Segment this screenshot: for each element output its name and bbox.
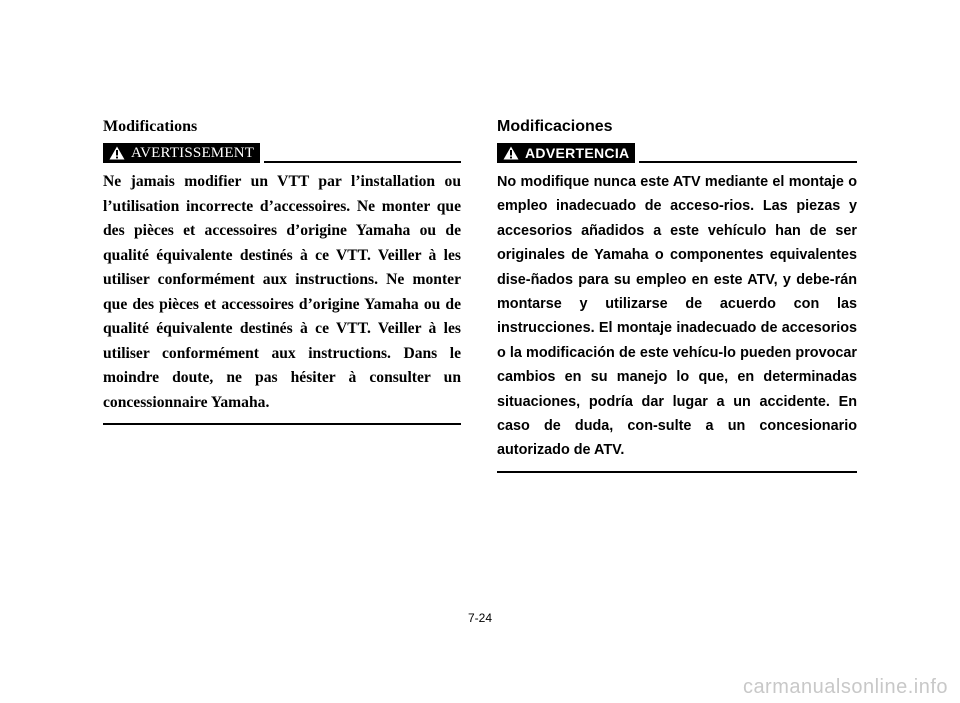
warning-triangle-icon xyxy=(109,146,125,160)
spanish-column xyxy=(497,118,857,473)
watermark: carmanualsonline.info xyxy=(742,676,948,698)
french-column xyxy=(103,118,461,425)
warning-rule-es xyxy=(639,161,857,163)
warning-label-text-fr: AVERTISSEMENT xyxy=(131,144,255,161)
section-title-es: Modificaciones xyxy=(497,118,613,135)
warning-body-fr: Ne jamais modifier un VTT par l’installation ou l’utilisation incorrecte d’accessoires. Ne monter que des pièces et accessoires d’origine Yamaha ou de qualité équivalente destinés à ce VTT. Veiller à les utiliser conformément aux instructions. Ne monter que des pièces et accessoires d’origine Yamaha ou de qualité équivalente destinés à ce VTT. Veiller à les utiliser conformément aux instructions. Dans le moindre doute, ne pas hésiter à consulter un concessionnaire Yamaha. xyxy=(103,173,461,411)
warning-label-text-es: ADVERTENCIA xyxy=(525,145,630,161)
warning-header-es xyxy=(497,141,857,163)
page-number: 7-24 xyxy=(467,611,493,625)
section-title-fr: Modifications xyxy=(103,118,198,135)
warning-rule-fr xyxy=(264,161,461,163)
warning-body-es: No modifique nunca este ATV mediante el montaje o empleo inadecuado de acceso-rios. Las piezas y accesorios añadidos a este vehículo han de ser originales de Yamaha o componentes equivalentes dise-ñados para su empleo en este ATV, y debe-rán montarse y utilizarse de acuerdo con las instrucciones. El montaje inadecuado de accesorios o la modificación de este vehícu-lo pueden provocar cambios en su manejo lo que, en determinadas situaciones, podría dar lugar a un accidente. En caso de duda, con-sulte a un concesionario autorizado de ATV. xyxy=(497,174,857,459)
warning-triangle-icon xyxy=(503,146,519,160)
warning-header-fr xyxy=(103,141,461,163)
end-rule-fr xyxy=(103,423,461,425)
end-rule-es xyxy=(497,471,857,473)
warning-label-es xyxy=(497,143,635,163)
warning-label-fr xyxy=(103,143,260,163)
